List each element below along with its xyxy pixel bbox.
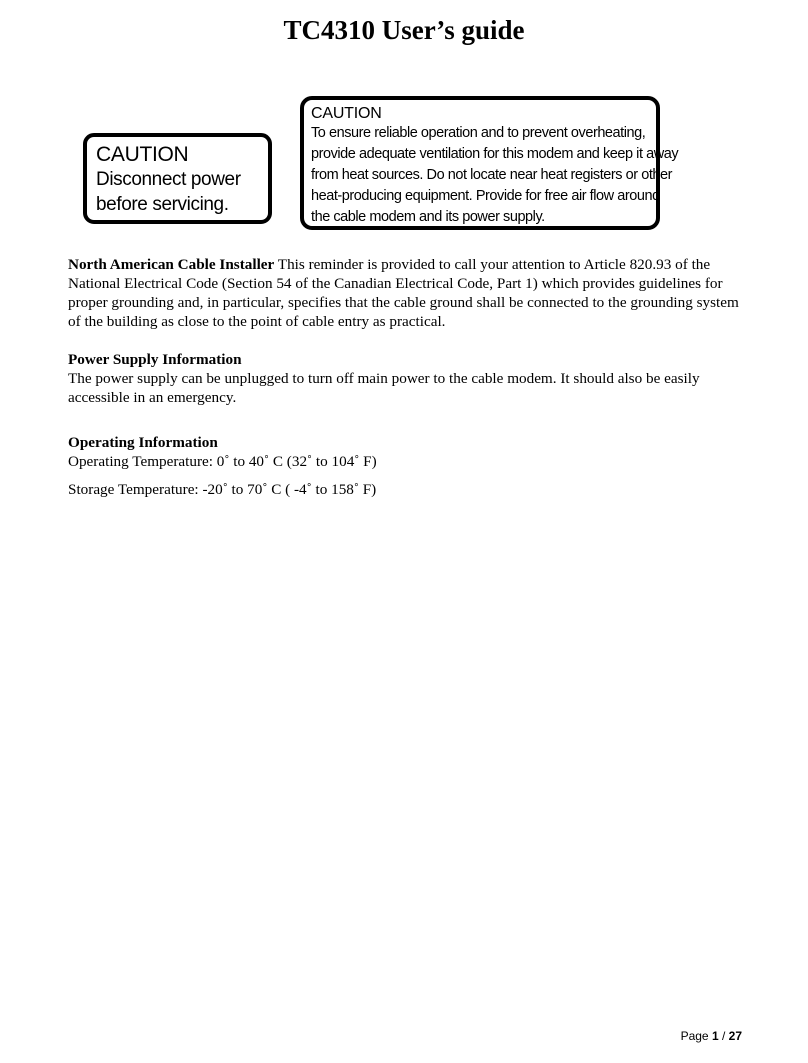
caution-text-line: from heat sources. Do not locate near heat registers or other	[311, 167, 673, 183]
caution-text-line: provide adequate ventilation for this modem and keep it away	[311, 146, 679, 162]
page-separator: /	[718, 1029, 729, 1043]
caution-text-line: To ensure reliable operation and to prevent overheating,	[311, 125, 646, 141]
page-current: 1	[711, 1029, 719, 1043]
page-label: Page	[680, 1029, 712, 1043]
caution-label-ventilation	[300, 96, 679, 230]
installer-section	[68, 255, 744, 331]
storage-temperature: Storage Temperature: -20˚ to 70˚ C ( -4˚ to 158˚ F)	[68, 481, 377, 498]
installer-heading: North American Cable Installer	[68, 256, 275, 273]
power-supply-heading: Power Supply Information	[68, 351, 242, 368]
caution-text-line: the cable modem and its power supply.	[311, 209, 545, 225]
operating-temperature: Operating Temperature: 0˚ to 40˚ C (32˚ to 104˚ F)	[68, 453, 377, 470]
power-supply-body: The power supply can be unplugged to turn off main power to the cable modem. It should also be easily accessible in an emergency.	[68, 370, 700, 406]
caution-text-line: Disconnect power	[96, 169, 241, 190]
caution-label-disconnect-power	[83, 133, 272, 224]
installer-body: This reminder is provided to call your attention to Article 820.93 of the National Electrical Code (Section 54 of the Canadian Electrical Code, Part 1) which provides guidelines for proper grounding and, in particular, specifies that the cable ground shall be connected to the grounding system of the building as close to the point of cable entry as practical.	[68, 256, 739, 330]
page-title: TC4310 User’s guide	[283, 15, 525, 45]
operating-heading: Operating Information	[68, 434, 218, 451]
page-number	[681, 1029, 742, 1043]
caution-heading: CAUTION	[311, 105, 382, 122]
installer-paragraph	[68, 255, 744, 331]
operating-section	[68, 433, 744, 500]
caution-text-line: before servicing.	[96, 194, 229, 215]
page-total: 27	[728, 1029, 742, 1043]
power-supply-section	[68, 350, 744, 407]
caution-text-line: heat-producing equipment. Provide for free air flow around	[311, 188, 660, 204]
caution-heading: CAUTION	[96, 143, 189, 166]
